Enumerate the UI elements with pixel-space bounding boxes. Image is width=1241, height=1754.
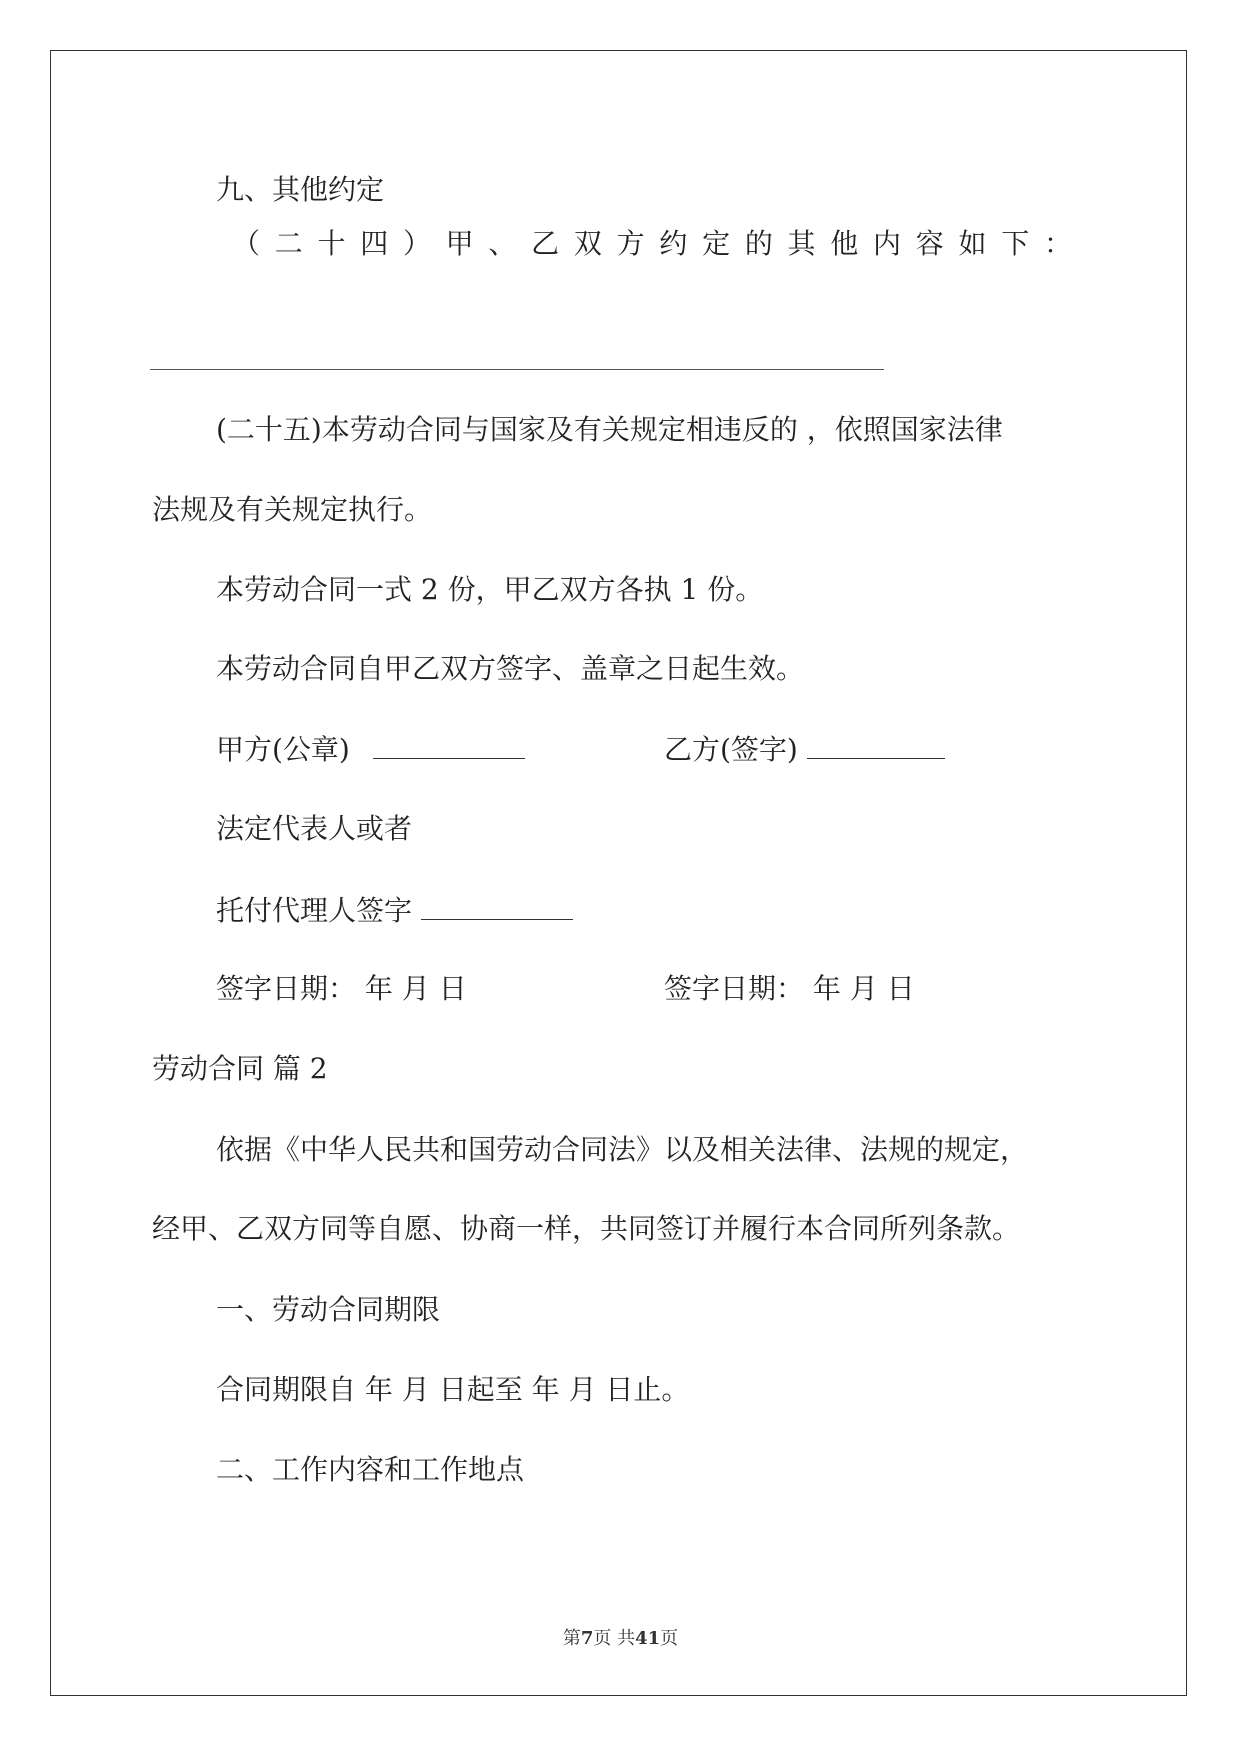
legal-rep-text: 法定代表人或者 <box>216 812 413 845</box>
agent-signature-line <box>216 893 573 928</box>
page-footer <box>0 1624 1241 1650</box>
clause-24-char: ） <box>402 227 431 260</box>
clause-24-char: 的 <box>744 227 773 260</box>
clause-24-char: 下 <box>1001 227 1030 260</box>
footer-mid: 页 共 <box>593 1628 636 1649</box>
clause-24-heading <box>232 222 1072 262</box>
party-b-label: 乙方(签字) <box>664 733 798 766</box>
clause-24-char: 十 <box>317 227 346 260</box>
clause-24-char: 、 <box>488 227 517 260</box>
intro-line1: 依据《中华人民共和国劳动合同法》以及相关法律、法规的规定， <box>216 1133 1029 1166</box>
clause-24-char: 容 <box>915 227 944 260</box>
term-text: 合同期限自 年 月 日起至 年 月 日止。 <box>216 1373 690 1406</box>
party-a-signature-line <box>216 732 525 767</box>
clause-24-char: 其 <box>787 227 816 260</box>
article-title: 劳动合同 篇 2 <box>152 1052 328 1085</box>
footer-suffix: 页 <box>660 1628 679 1649</box>
sign-date-a: 签字日期： 年 月 日 <box>216 972 467 1005</box>
clause-24-char: 定 <box>702 227 731 260</box>
clause-24-char: 约 <box>659 227 688 260</box>
clause-25-line1: (二十五)本劳动合同与国家及有关规定相违反的 ，依照国家法律 <box>216 413 1003 446</box>
clause-24-char: 内 <box>873 227 902 260</box>
clause-24-char: 他 <box>830 227 859 260</box>
clause-24-char: 四 <box>360 227 389 260</box>
clause-24-char: ： <box>1043 227 1072 260</box>
footer-total-pages: 41 <box>635 1628 661 1649</box>
party-a-label: 甲方(公章) <box>216 733 350 766</box>
clause-24-char: 甲 <box>445 227 474 260</box>
footer-prefix: 第 <box>562 1628 581 1649</box>
fill-in-line <box>150 369 884 370</box>
clause-24-char: 如 <box>958 227 987 260</box>
effective-text: 本劳动合同自甲乙双方签字、盖章之日起生效。 <box>216 652 805 685</box>
intro-line2: 经甲、乙双方同等自愿、协商一样，共同签订并履行本合同所列条款。 <box>152 1212 1021 1245</box>
clause-25-line2: 法规及有关规定执行。 <box>152 493 433 526</box>
clause-24-char: 方 <box>616 227 645 260</box>
page-border <box>50 50 1187 1696</box>
footer-page-number: 7 <box>580 1628 594 1649</box>
party-a-blank <box>373 732 525 759</box>
copies-text: 本劳动合同一式 2 份，甲乙双方各执 1 份。 <box>216 573 764 606</box>
clause-24-char: 乙 <box>531 227 560 260</box>
clause-24-char: 二 <box>274 227 303 260</box>
clause-24-char: 双 <box>573 227 602 260</box>
party-b-blank <box>807 732 945 759</box>
work-heading: 二、工作内容和工作地点 <box>216 1453 525 1486</box>
agent-blank <box>421 893 573 920</box>
section-heading-other-agreements: 九、其他约定 <box>216 173 385 206</box>
agent-label: 托付代理人签字 <box>216 894 413 927</box>
clause-24-char: （ <box>232 227 261 260</box>
sign-date-b: 签字日期： 年 月 日 <box>664 972 915 1005</box>
term-heading: 一、劳动合同期限 <box>216 1293 441 1326</box>
party-b-signature-line <box>664 732 945 767</box>
